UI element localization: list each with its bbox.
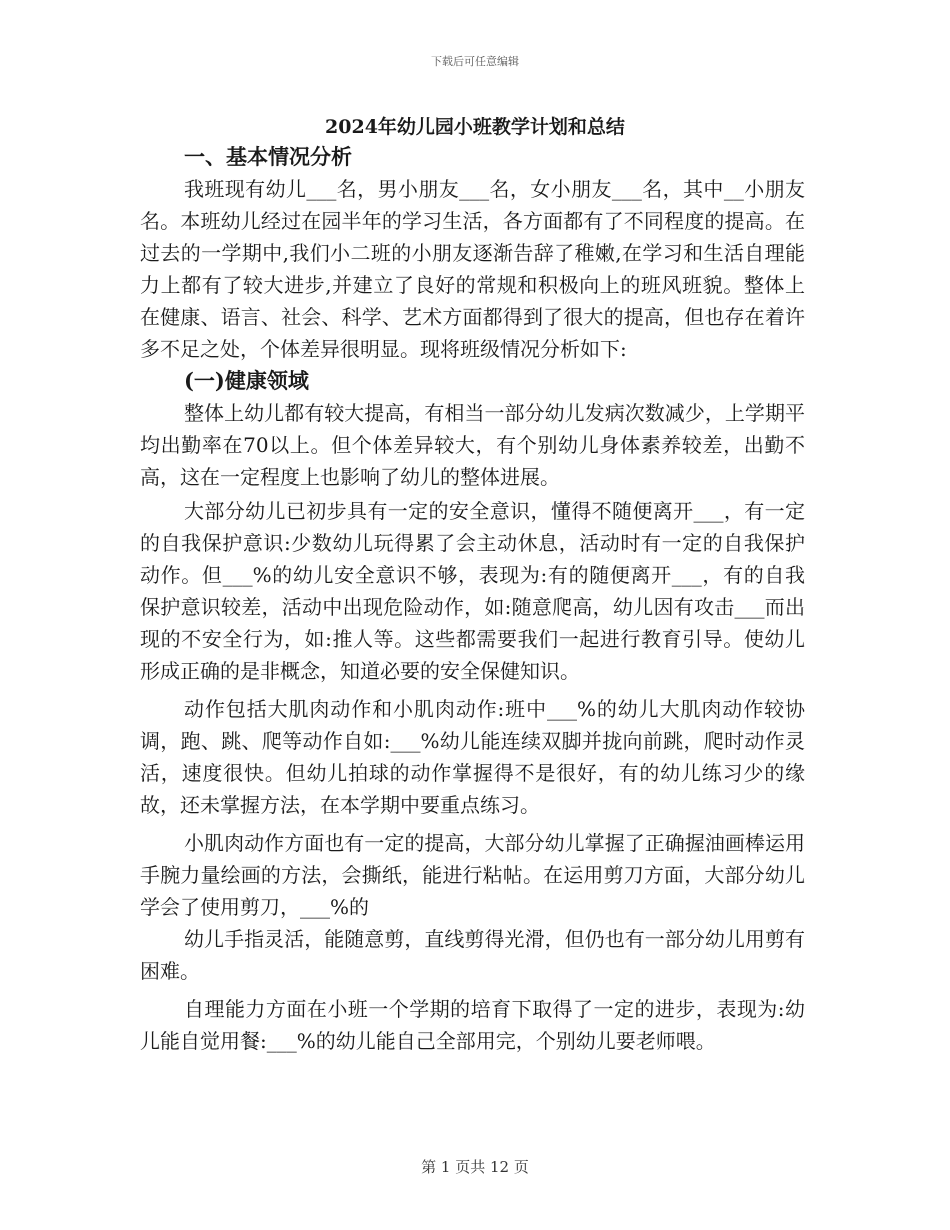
paragraph-health-overall: 整体上幼儿都有较大提高，有相当一部分幼儿发病次数减少，上学期平均出勤率在70以上。但个体差异较大，有个别幼儿身体素养较差，出勤不高，这在一定程度上也影响了幼儿的整体进展。 — [140, 401, 805, 489]
paragraph-safety-awareness: 大部分幼儿已初步具有一定的安全意识，懂得不随便离开___，有一定的自我保护意识:少数幼儿玩得累了会主动休息，活动时有一定的自我保护动作。但___%的幼儿安全意识不够，表现为:有的随便离开___，有的自我保护意识较差，活动中出现危险动作，如:随意爬高，幼儿因有攻击___而出现的不安全行为，如:推人等。这些都需要我们一起进行教育引导。使幼儿形成正确的是非概念，知道必要的安全保健知识。 — [140, 499, 805, 683]
paragraph-class-overview: 我班现有幼儿___名，男小朋友___名，女小朋友___名，其中__小朋友名。本班幼儿经过在园半年的学习生活，各方面都有了不同程度的提高。在过去的一学期中,我们小二班的小朋友逐渐告辞了稚嫩,在学习和生活自理能力上都有了较大进步,并建立了良好的常规和积极向上的班风班貌。整体上在健康、语言、社会、科学、艺术方面都得到了很大的提高，但也存在着许多不足之处，个体差异很明显。现将班级情况分析如下: — [140, 177, 805, 361]
paragraph-fine-motor: 小肌肉动作方面也有一定的提高，大部分幼儿掌握了正确握油画棒运用手腕力量绘画的方法，会撕纸，能进行粘帖。在运用剪刀方面，大部分幼儿学会了使用剪刀，___%的 — [140, 831, 805, 919]
subsection-heading-health: (一)健康领域 — [184, 368, 309, 393]
document-body — [140, 141, 805, 1057]
header-note: 下载后可任意编辑 — [431, 55, 519, 68]
page-number: 第 1 页共 12 页 — [421, 1158, 529, 1176]
section-heading-basic-analysis: 一、基本情况分析 — [184, 144, 352, 169]
document-title: 2024年幼儿园小班教学计划和总结 — [325, 116, 625, 138]
paragraph-scissors: 幼儿手指灵活，能随意剪，直线剪得光滑，但仍也有一部分幼儿用剪有困难。 — [140, 927, 805, 983]
paragraph-self-care: 自理能力方面在小班一个学期的培育下取得了一定的进步，表现为:幼儿能自觉用餐:___%的幼儿能自己全部用完，个别幼儿要老师喂。 — [140, 997, 805, 1053]
paragraph-motor-skills: 动作包括大肌肉动作和小肌肉动作:班中___%的幼儿大肌肉动作较协调，跑、跳、爬等动作自如:___%幼儿能连续双脚并拢向前跳，爬时动作灵活，速度很快。但幼儿拍球的动作掌握得不是很好，有的幼儿练习少的缘故，还未掌握方法，在本学期中要重点练习。 — [140, 697, 805, 817]
